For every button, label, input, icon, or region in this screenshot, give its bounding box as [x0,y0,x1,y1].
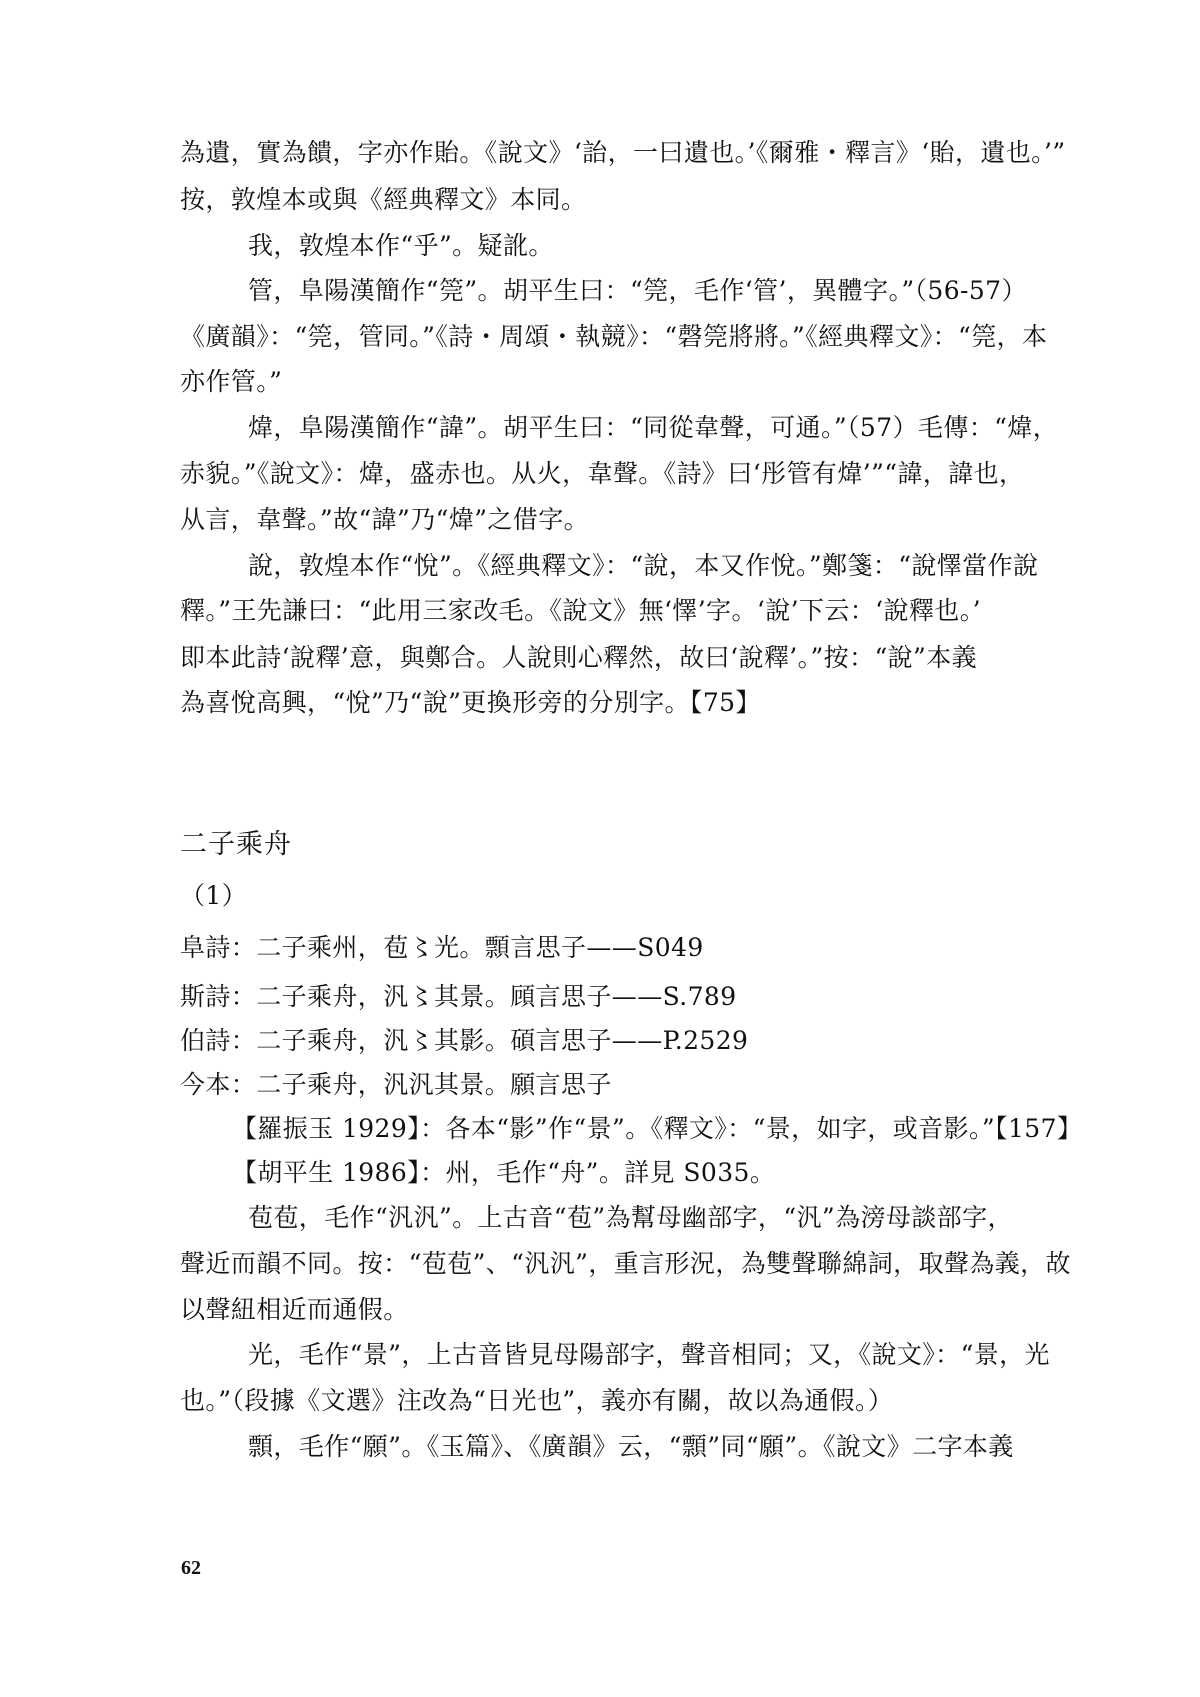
paragraph-line: 光，毛作“景”，上古音皆見母陽部字，聲音相同；又，《說文》：“景，光 [248,1340,1050,1369]
paragraph-line: 我，敦煌本作“乎”。疑訛。 [248,231,554,260]
version-line: 伯詩：二子乘舟，汎〻其影。碩言思子——P.2529 [180,1026,749,1055]
paragraph-line: 按，敦煌本或與《經典釋文》本同。 [180,185,587,214]
paragraph-line: 說，敦煌本作“悅”。《經典釋文》：“說，本又作悅。”鄭箋：“說懌當作說 [248,551,1039,580]
paragraph-line: 《廣韻》：“筦，管同。”《詩・周頌・執競》：“磬筦將將。”《經典釋文》：“筦，本 [180,322,1048,351]
version-line: 今本：二子乘舟，汎汎其景。願言思子 [180,1070,612,1099]
paragraph-line: 顠，毛作“願”。《玉篇》、《廣韻》云，“顠”同“願”。《說文》二字本義 [248,1432,1014,1461]
page-number: 62 [181,1557,201,1579]
paragraph-line: 即本此詩‘說釋’意，與鄭合。人說則心釋然，故曰‘說釋’。”按：“說”本義 [180,643,978,672]
paragraph-line: 釋。”王先謙曰：“此用三家改毛。《說文》無‘懌’字。‘說’下云：‘說釋也。’ [180,596,981,625]
paragraph-line: 聲近而韻不同。按：“苞苞”、“汎汎”，重言形況，為雙聲聯綿詞，取聲為義，故 [180,1249,1071,1278]
paragraph-line: 管，阜陽漢簡作“筦”。胡平生曰：“筦，毛作‘管’，異體字。”（56-57） [248,276,1027,305]
paragraph-line: 以聲紐相近而通假。 [180,1295,409,1324]
paragraph-line: 也。”（段據《文選》注改為“日光也”，義亦有關，故以為通假。） [180,1386,894,1415]
section-number: （1） [180,881,248,910]
section-title: 二子乘舟 [180,829,292,860]
paragraph-line: 為喜悅高興，“悅”乃“說”更換形旁的分別字。【75】 [180,688,761,717]
citation-note: 【胡平生 1986】：州，毛作“舟”。詳見 S035。 [232,1158,776,1187]
version-line: 斯詩：二子乘舟，汎〻其景。頋言思子——S.789 [180,982,737,1011]
paragraph-line: 从言，韋聲。”故“諱”乃“煒”之借字。 [180,505,590,534]
paragraph-line: 為遺，實為饋，字亦作貽。《說文》‘詒，一曰遺也。’《爾雅・釋言》‘貽，遺也。’” [180,138,1066,167]
paragraph-line: 煒，阜陽漢簡作“諱”。胡平生曰：“同從韋聲，可通。”（57）毛傳：“煒， [248,413,1059,442]
paragraph-line: 赤貌。”《說文》：煒，盛赤也。从火，韋聲。《詩》曰‘彤管有煒’”“諱，諱也， [180,459,1025,488]
paragraph-line: 亦作管。” [180,367,283,396]
paragraph-line: 苞苞，毛作“汎汎”。上古音“苞”為幫母幽部字，“汎”為滂母談部字， [248,1203,1013,1232]
version-line: 阜詩：二子乘州，苞〻光。顠言思子——S049 [180,933,704,962]
citation-note: 【羅振玉 1929】：各本“影”作“景”。《釋文》：“景，如字，或音影。”【157】 [232,1114,1083,1143]
